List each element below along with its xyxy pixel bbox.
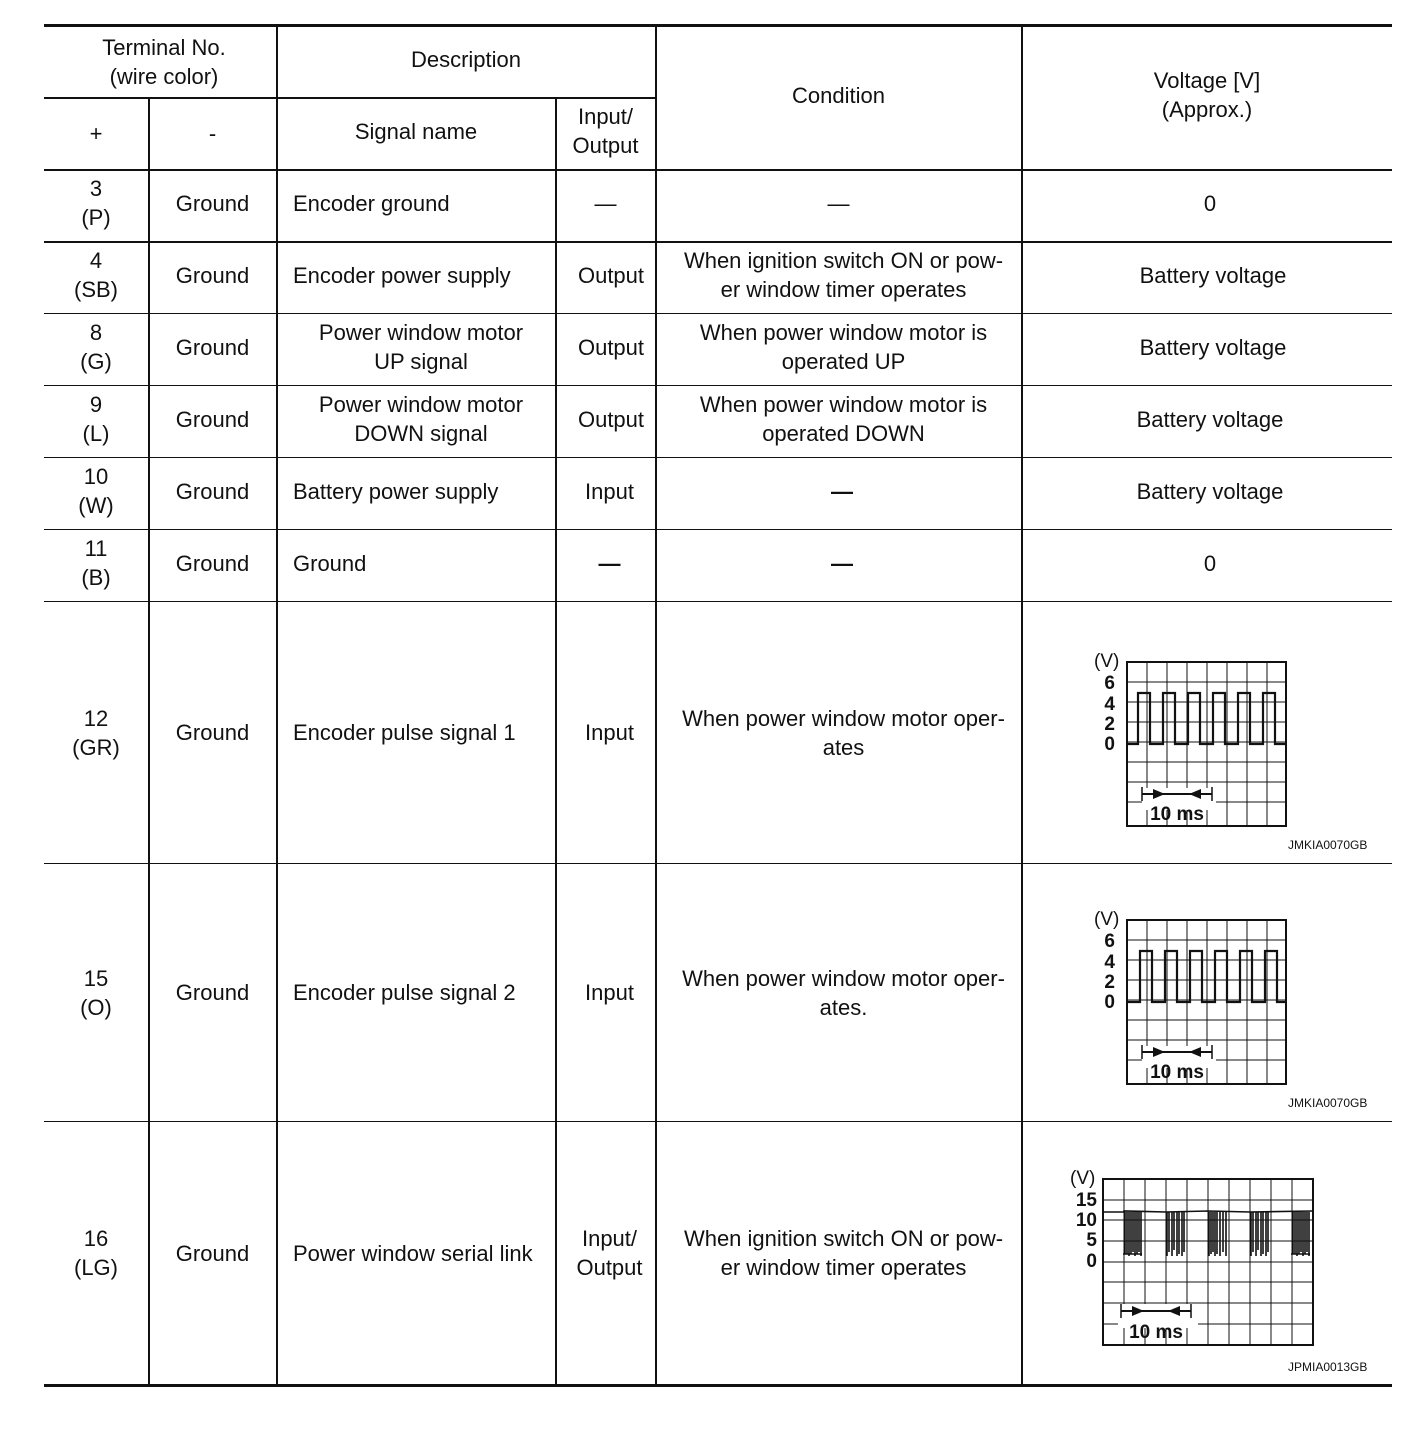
wire-color: (G) — [80, 349, 112, 374]
wire-color: (O) — [80, 994, 112, 1020]
condition: — — [831, 550, 853, 576]
minus-terminal: Ground — [175, 334, 250, 360]
condition-line: When ignition switch ON or pow- — [683, 248, 1004, 273]
condition-line: When power window motor is — [699, 320, 988, 345]
terminal-number: 16 — [83, 1226, 109, 1251]
condition — [656, 315, 1021, 379]
waveform-y-label: 2 — [1104, 972, 1115, 993]
wire-color: (B) — [81, 565, 111, 590]
input-output: Input — [585, 478, 634, 504]
terminal-number: 10 — [83, 464, 109, 489]
minus-terminal: Ground — [175, 478, 250, 504]
row-divider — [44, 313, 1392, 314]
table-row-terminal — [44, 864, 148, 1121]
condition-line: er window timer operates — [720, 1255, 967, 1280]
minus-terminal: Ground — [175, 550, 250, 576]
oscilloscope-waveform — [1090, 648, 1300, 833]
signal-name: Power window serial link — [293, 1240, 533, 1266]
input-output: — — [594, 190, 617, 216]
waveform-y-label: 0 — [1086, 1251, 1097, 1272]
waveform-y-label: 10 — [1075, 1210, 1097, 1231]
waveform-graph — [1066, 1164, 1326, 1349]
table-row-terminal — [44, 243, 148, 307]
header-input-output — [556, 98, 655, 164]
terminal-number: 4 — [89, 248, 103, 273]
table-bottom-border — [44, 1384, 1392, 1387]
signal-name: Battery power supply — [293, 478, 499, 504]
waveform-y-label: 4 — [1104, 694, 1115, 715]
waveform-y-label: 2 — [1104, 714, 1115, 735]
header-approx-label: (Approx.) — [1161, 97, 1253, 122]
input-output: Output — [577, 406, 645, 432]
waveform-y-label: 6 — [1104, 931, 1115, 952]
table-row-terminal — [44, 387, 148, 451]
header-description: Description — [410, 46, 522, 72]
signal-name: Ground — [293, 550, 367, 576]
oscilloscope-waveform — [1090, 906, 1300, 1091]
condition — [656, 387, 1021, 451]
voltage-value: Battery voltage — [1136, 406, 1284, 432]
header-plus: + — [89, 121, 103, 146]
condition-line: operated DOWN — [762, 421, 925, 446]
waveform-y-label: 4 — [1104, 952, 1115, 973]
signal-name — [277, 315, 555, 379]
condition-line: ates. — [819, 994, 868, 1020]
figure-caption: JMKIA0070GB — [1288, 1096, 1368, 1110]
waveform-unit: (V) — [1094, 909, 1120, 930]
condition — [656, 243, 1021, 307]
condition: — — [831, 478, 853, 504]
header-output-label: Output — [572, 133, 639, 158]
wire-color: (SB) — [74, 277, 118, 302]
condition — [656, 602, 1021, 863]
header-voltage-label: Voltage [V] — [1153, 68, 1261, 93]
figure-caption: JPMIA0013GB — [1288, 1360, 1368, 1374]
minus-terminal: Ground — [175, 190, 250, 216]
minus-terminal: Ground — [175, 406, 250, 432]
signal-name-line: DOWN signal — [354, 421, 488, 446]
wire-color: (GR) — [72, 734, 120, 760]
header-input-label: Input/ — [577, 104, 634, 129]
table-row-terminal — [44, 315, 148, 379]
input-output: Output — [577, 334, 645, 360]
waveform-graph — [1090, 648, 1300, 833]
input-output — [556, 1122, 663, 1384]
header-condition: Condition — [792, 82, 885, 108]
minus-terminal: Ground — [175, 1240, 250, 1266]
row-divider — [44, 529, 1392, 530]
voltage-value: 0 — [1203, 190, 1217, 216]
io-line: Output — [576, 1255, 643, 1280]
condition-line: When power window motor is — [699, 392, 988, 417]
condition: — — [827, 190, 850, 216]
terminal-number: 15 — [83, 965, 109, 991]
wire-color: (LG) — [74, 1255, 118, 1280]
figure-caption: JMKIA0070GB — [1288, 838, 1368, 852]
minus-terminal: Ground — [175, 980, 250, 1005]
waveform-y-label: 0 — [1104, 734, 1115, 755]
time-scale-marker — [1142, 787, 1216, 825]
signal-name: Encoder ground — [293, 190, 450, 216]
header-terminal-label: Terminal No. — [102, 35, 226, 60]
condition-line: When power window motor oper- — [682, 705, 1005, 731]
signal-name-line: UP signal — [374, 349, 468, 374]
wire-color: (W) — [78, 493, 114, 518]
table-row-terminal — [44, 531, 148, 595]
time-scale-label: 10 ms — [1129, 1322, 1183, 1343]
condition-line: When power window motor oper- — [682, 965, 1005, 991]
condition — [656, 864, 1021, 1121]
voltage-value: 0 — [1203, 550, 1217, 576]
header-minus: - — [208, 121, 217, 146]
minus-terminal: Ground — [175, 262, 250, 288]
condition-line: operated UP — [781, 349, 906, 374]
signal-name — [277, 387, 555, 451]
voltage-value: Battery voltage — [1139, 262, 1287, 288]
header-voltage — [1022, 27, 1392, 163]
time-scale-marker — [1142, 1045, 1216, 1083]
waveform-y-label: 5 — [1086, 1230, 1097, 1251]
terminal-number: 3 — [89, 176, 103, 201]
oscilloscope-waveform — [1066, 1164, 1326, 1349]
header-signal-name: Signal name — [354, 118, 478, 144]
signal-name-line: Power window motor — [318, 392, 524, 417]
waveform-y-label: 15 — [1075, 1190, 1097, 1211]
terminal-number: 11 — [84, 536, 108, 561]
terminal-number: 9 — [89, 392, 103, 417]
signal-name: Encoder pulse signal 2 — [293, 980, 516, 1005]
waveform-graph — [1090, 906, 1300, 1091]
time-scale-label: 10 ms — [1150, 804, 1204, 825]
waveform-y-label: 0 — [1104, 992, 1115, 1013]
waveform-y-label: 6 — [1104, 673, 1115, 694]
voltage-value: Battery voltage — [1136, 478, 1284, 504]
row-divider — [44, 457, 1392, 458]
minus-terminal: Ground — [175, 720, 250, 745]
input-output: — — [598, 550, 621, 576]
input-output: Output — [577, 262, 645, 288]
signal-name-line: Power window motor — [318, 320, 524, 345]
wire-color: (P) — [81, 205, 111, 230]
condition — [656, 1122, 1021, 1384]
table-row-terminal — [44, 602, 148, 863]
header-terminal-no — [44, 27, 284, 97]
condition-line: When ignition switch ON or pow- — [683, 1226, 1004, 1251]
voltage-value: Battery voltage — [1139, 334, 1287, 360]
signal-name: Encoder pulse signal 1 — [293, 720, 516, 745]
io-line: Input/ — [581, 1226, 638, 1251]
waveform-unit: (V) — [1070, 1168, 1096, 1189]
header-wire-color-label: (wire color) — [109, 64, 219, 89]
input-output: Input — [585, 980, 634, 1005]
table-row-terminal — [44, 1122, 148, 1384]
time-scale-label: 10 ms — [1150, 1062, 1204, 1083]
condition-line: ates — [822, 734, 865, 760]
signal-name: Encoder power supply — [293, 262, 511, 288]
condition-line: er window timer operates — [720, 277, 967, 302]
waveform-unit: (V) — [1094, 651, 1120, 672]
wire-color: (L) — [82, 421, 110, 446]
input-output: Input — [585, 720, 634, 745]
terminal-number: 12 — [83, 705, 109, 731]
table-row-terminal — [44, 171, 148, 235]
table-row-terminal — [44, 459, 148, 523]
terminal-number: 8 — [89, 320, 103, 345]
time-scale-marker — [1118, 1304, 1198, 1343]
row-divider — [44, 385, 1392, 386]
